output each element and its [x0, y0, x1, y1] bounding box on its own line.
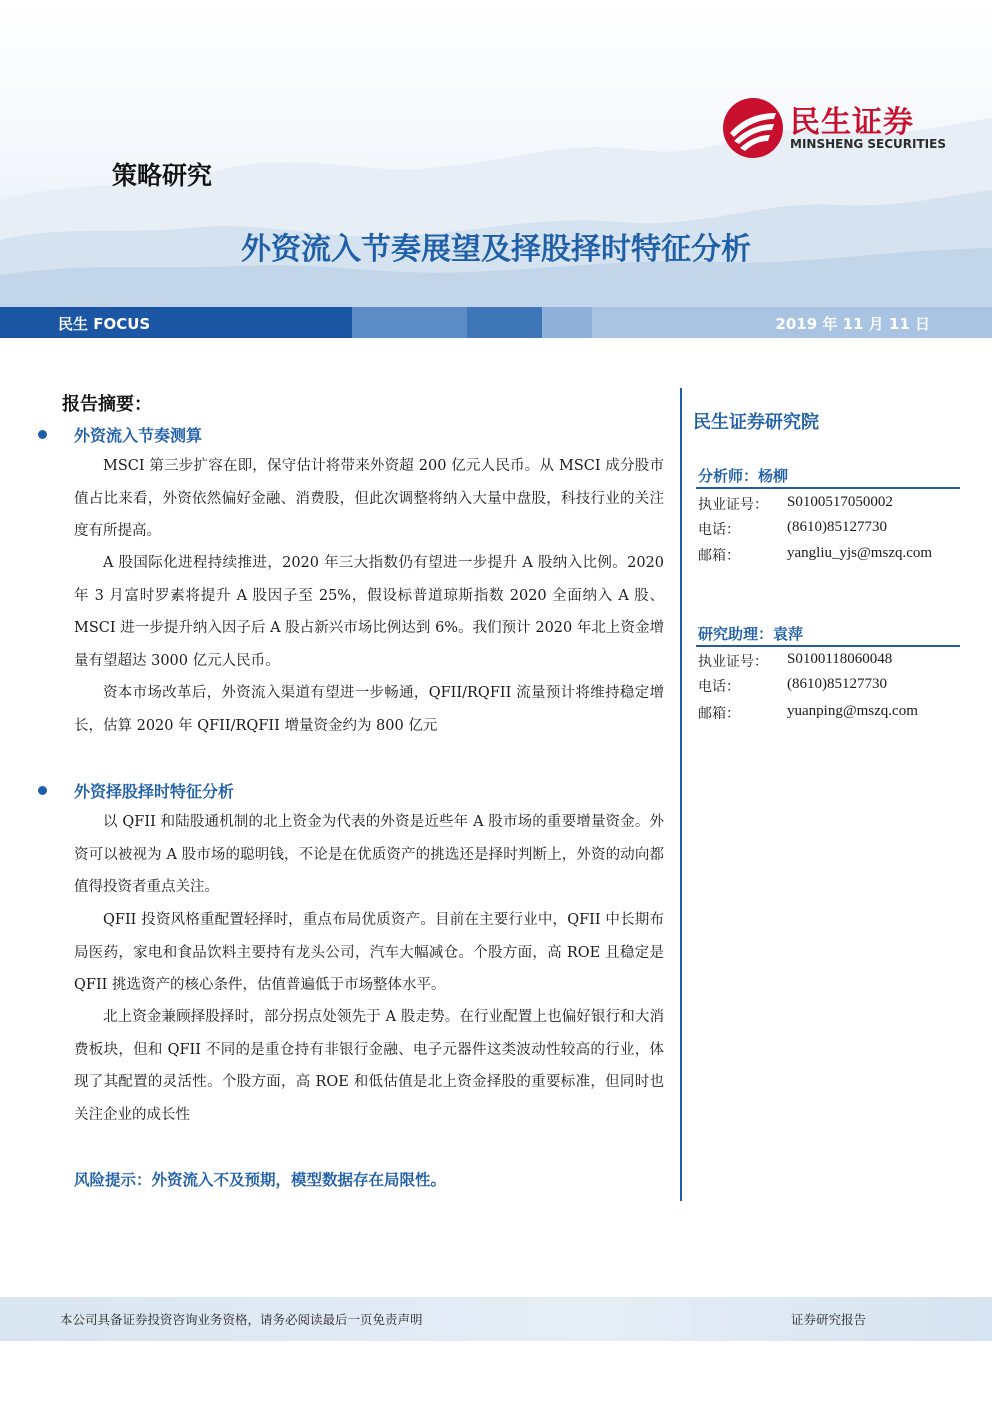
brand-logo [722, 97, 952, 157]
email-link[interactable]: yangliu_yjs@mszq.com [787, 545, 933, 561]
license-row [698, 494, 968, 516]
report-title: 外资流入节奏展望及择股择时特征分析 [241, 232, 751, 267]
email-row [698, 703, 968, 725]
logo-mark-icon [722, 97, 784, 159]
paragraph: MSCI 第三步扩容在即，保守估计将带来外资超 200 亿元人民币。从 MSCI 成分股市值占比来看，外资依然偏好金融、消费股，但此次调整将纳入大量中盘股，科技行业的关注度有所提高。 [74, 458, 664, 539]
report-category: 策略研究 [112, 161, 213, 190]
email-row [698, 545, 968, 567]
info-value: S0100118060048 [787, 651, 893, 667]
footer-report-type: 证券研究报告 [790, 1312, 866, 1327]
footer-disclaimer: 本公司具备证券投资咨询业务资格，请务必阅读最后一页免责声明 [60, 1312, 423, 1327]
section-bullet-icon [38, 430, 47, 439]
section-bullet-icon [38, 786, 47, 795]
email-link[interactable]: yuanping@mszq.com [787, 703, 918, 719]
paragraph: 资本市场改革后，外资流入渠道有望进一步畅通，QFII/RQFII 流量预计将维持稳定增长，估算 2020 年 QFII/RQFII 增量资金约为 800 亿元 [74, 685, 664, 734]
series-label: 民生 FOCUS [58, 315, 151, 333]
paragraph: 以 QFII 和陆股通机制的北上资金为代表的外资是近些年 A 股市场的重要增量资金。外资可以被视为 A 股市场的聪明钱，不论是在优质资产的挑选还是择时判断上，外资的动向都值得投资者重点关注。 [74, 814, 664, 895]
paragraph: QFII 投资风格重配置轻择时，重点布局优质资产。目前在主要行业中，QFII 中长期布局医药，家电和食品饮料主要持有龙头公司，汽车大幅减仓。个股方面，高 ROE 且稳定是 QFII 挑选资产的核心条件，估值普遍低于市场整体水平。 [74, 912, 664, 993]
analyst-name: 分析师：杨柳 [698, 467, 789, 485]
info-label: 邮箱： [698, 548, 740, 564]
divider [696, 487, 960, 489]
info-label: 邮箱： [698, 706, 740, 722]
info-value: S0100517050002 [787, 494, 893, 510]
research-institute: 民生证券研究院 [693, 412, 819, 433]
phone-row [698, 519, 968, 541]
section-title: 外资流入节奏测算 [74, 426, 203, 445]
assistant-name: 研究助理：袁萍 [698, 625, 804, 643]
paragraph: A 股国际化进程持续推进，2020 年三大指数仍有望进一步提升 A 股纳入比例。2020 年 3 月富时罗素将提升 A 股因子至 25%，假设标普道琼斯指数 2020 全面纳入 A 股、MSCI 进一步提升纳入因子后 A 股占新兴市场比例达到 6%。我们预计 2020 年北上资金增量有望超达 3000 亿元人民币。 [74, 555, 664, 669]
info-label: 电话： [698, 522, 740, 538]
info-value: (8610)85127730 [787, 519, 887, 535]
info-label: 电话： [698, 679, 740, 695]
info-label: 执业证号： [698, 497, 768, 513]
logo-text-cn: 民生证券 [790, 105, 914, 140]
info-label: 执业证号： [698, 654, 768, 670]
divider [696, 645, 960, 647]
risk-warning: 风险提示：外资流入不及预期，模型数据存在局限性。 [74, 1170, 447, 1189]
summary-heading: 报告摘要： [62, 394, 152, 415]
report-date: 2019 年 11 月 11 日 [775, 315, 930, 333]
logo-text-en: MINSHENG SECURITIES [790, 137, 946, 151]
page-footer [0, 1297, 992, 1341]
info-value: (8610)85127730 [787, 676, 887, 692]
license-row [698, 651, 968, 673]
paragraph: 北上资金兼顾择股择时，部分拐点处领先于 A 股走势。在行业配置上也偏好银行和大消费板块，但和 QFII 不同的是重仓持有非银行金融、电子元器件这类波动性较高的行业，体现了其配置的灵活性。个股方面，高 ROE 和低估值是北上资金择股的重要标准，但同时也关注企业的成长性 [74, 1009, 664, 1123]
phone-row [698, 676, 968, 698]
column-divider [680, 388, 682, 1201]
section-title: 外资择股择时特征分析 [74, 782, 235, 801]
